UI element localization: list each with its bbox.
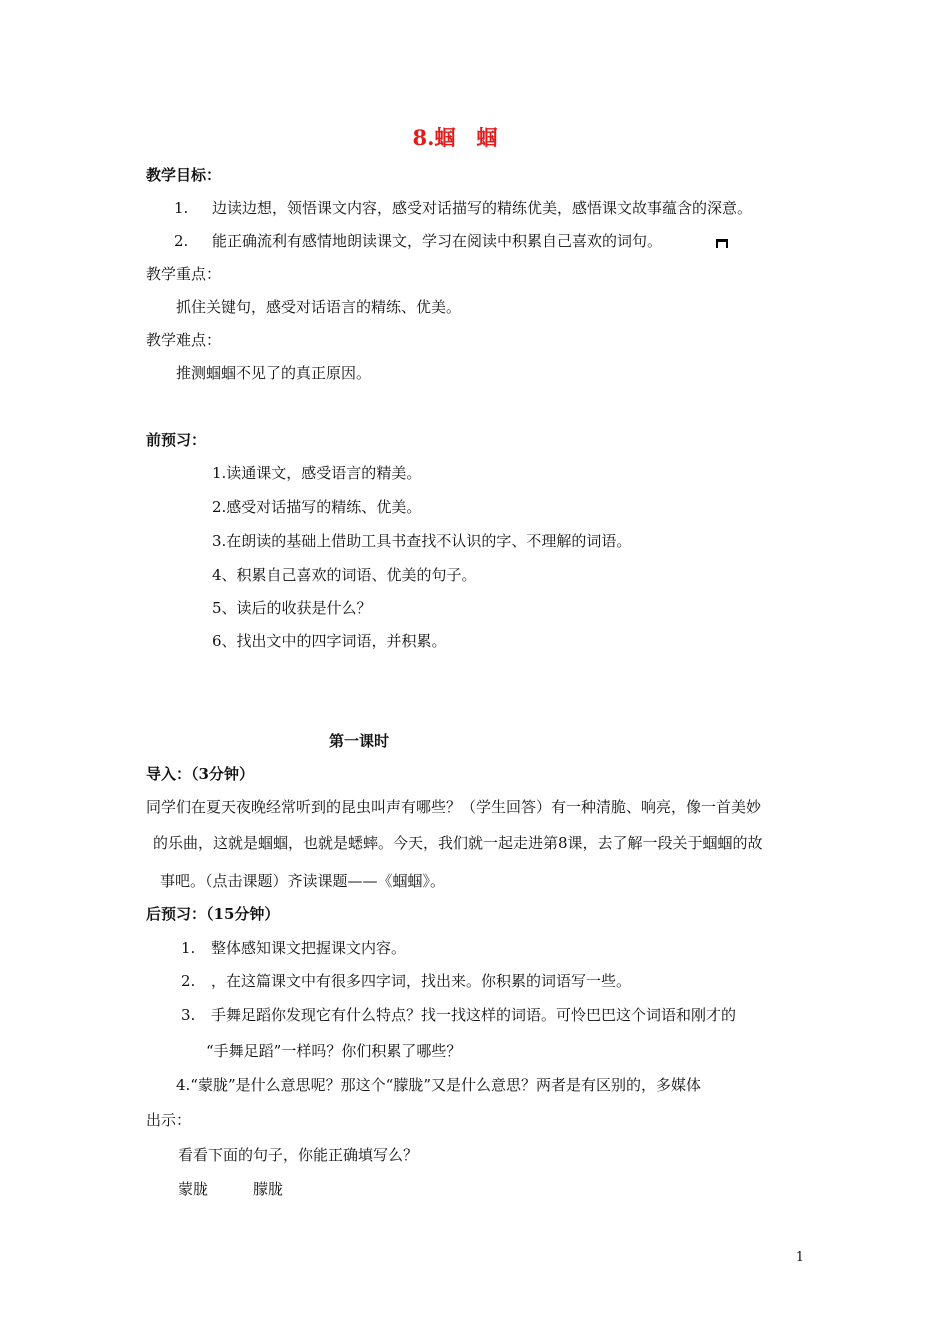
preview-item: 5、读后的收获是什么？ (212, 599, 372, 617)
post-item-number: 1. (181, 939, 196, 957)
word-option: 蒙胧 (178, 1180, 209, 1198)
preview-item: 3.在朗读的基础上借助工具书查找不认识的字、不理解的词语。 (212, 532, 632, 550)
post-preview-heading: 后预习：（15分钟） (146, 905, 280, 923)
objective-item (174, 198, 752, 218)
post-preview-item (181, 1005, 736, 1025)
post-item-text: 整体感知课文把握课文内容。 (211, 939, 407, 957)
lesson-heading: 第一课时 (329, 732, 390, 750)
post-preview-item (181, 971, 631, 991)
difficulty-text: 推测蝈蝈不见了的真正原因。 (176, 364, 372, 382)
page-number: 1 (795, 1250, 804, 1265)
post-item-text: ，在这篇课文中有很多四字词，找出来。你积累的词语写一些。 (211, 972, 632, 990)
difficulty-heading: 教学难点： (146, 331, 222, 349)
objective-number: 1. (174, 199, 189, 217)
preview-item: 1.读通课文，感受语言的精美。 (212, 464, 422, 482)
corner-mark-icon (716, 239, 728, 248)
preview-item: 6、找出文中的四字词语，并积累。 (212, 632, 447, 650)
post-item-4-line: 4.“蒙胧”是什么意思呢？那这个“朦胧”又是什么意思？两者是有区别的，多媒体 (176, 1076, 701, 1094)
preview-item: 2.感受对话描写的精练、优美。 (212, 498, 422, 516)
post-item-continuation: “手舞足蹈”一样吗？你们积累了哪些？ (206, 1042, 462, 1060)
intro-heading: 导入：（3分钟） (146, 765, 254, 783)
key-point-text: 抓住关键句，感受对话语言的精练、优美。 (176, 298, 462, 316)
intro-line: 的乐曲，这就是蝈蝈，也就是蟋蟀。今天，我们就一起走进第8课，去了解一段关于蝈蝈的故 (153, 834, 763, 852)
post-item-text: 手舞足蹈你发现它有什么特点？找一找这样的词语。可怜巴巴这个词语和刚才的 (211, 1006, 737, 1024)
key-point-heading: 教学重点： (146, 265, 222, 283)
preview-item: 4、积累自己喜欢的词语、优美的句子。 (212, 566, 477, 584)
objective-number: 2. (174, 232, 189, 250)
word-pair (178, 1179, 283, 1199)
post-item-number: 3. (181, 1006, 196, 1024)
intro-line: 事吧。（点击课题）齐读课题——《蝈蝈》。 (160, 872, 446, 890)
post-preview-item (181, 938, 406, 958)
preview-heading: 前预习： (146, 431, 207, 449)
post-item-4-line: 出示： (146, 1111, 192, 1129)
objective-text: 边读边想，领悟课文内容，感受对话描写的精练优美，感悟课文故事蕴含的深意。 (212, 199, 753, 217)
document-title: 8.蝈 蝈 (412, 125, 498, 150)
post-item-number: 2. (181, 972, 196, 990)
intro-line: 同学们在夏天夜晚经常听到的昆虫叫声有哪些？（学生回答）有一种清脆、响亮，像一首美妙 (146, 798, 762, 816)
objective-text: 能正确流利有感情地朗读课文，学习在阅读中积累自己喜欢的词句。 (212, 232, 663, 250)
objective-item (174, 231, 662, 251)
fill-prompt: 看看下面的句子，你能正确填写么？ (178, 1146, 419, 1164)
word-option: 朦胧 (253, 1180, 284, 1198)
objectives-heading: 教学目标： (146, 166, 222, 184)
